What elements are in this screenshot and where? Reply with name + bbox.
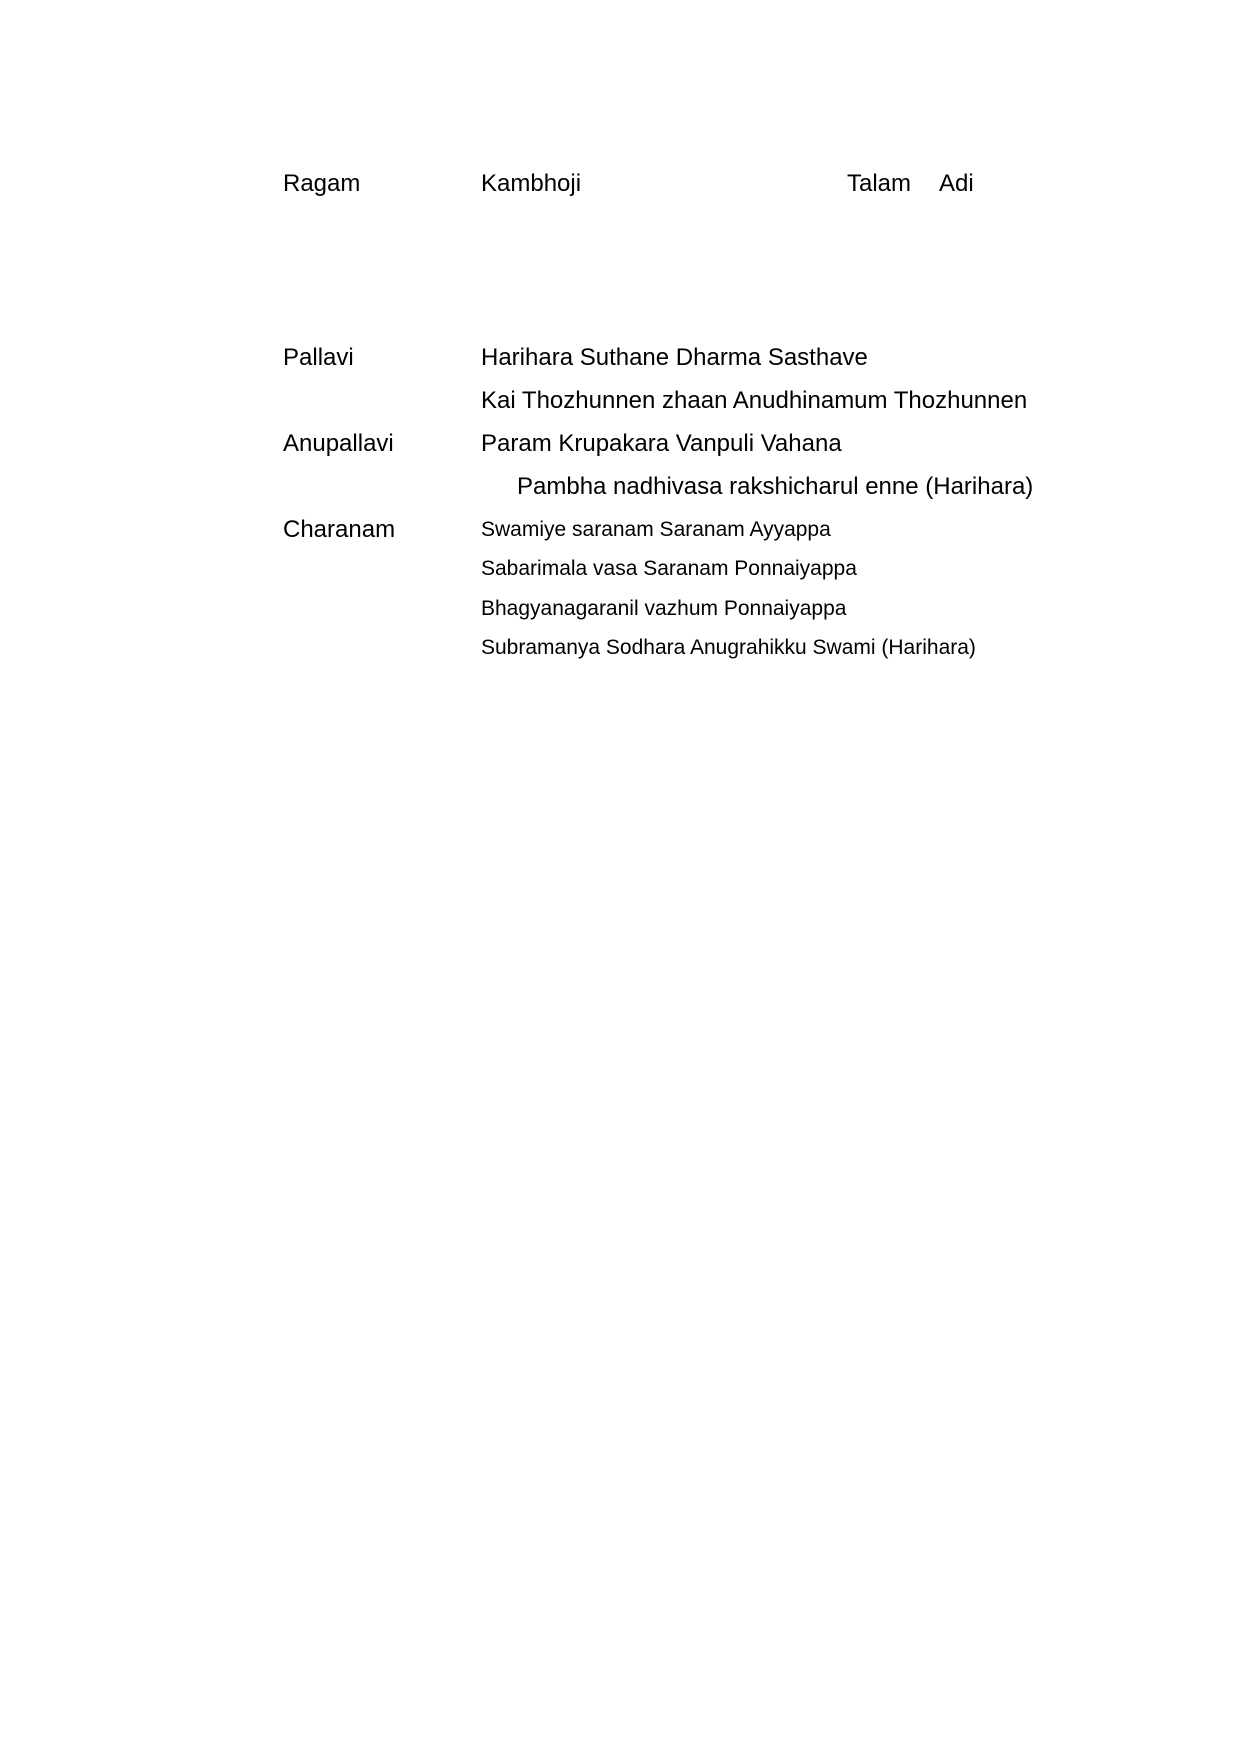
anupallavi-line: Pambha nadhivasa rakshicharul enne (Harihara)	[517, 473, 1034, 500]
anupallavi-line: Param Krupakara Vanpuli Vahana	[481, 430, 842, 457]
talam-label: Talam	[847, 170, 912, 197]
charanam-line: Subramanya Sodhara Anugrahikku Swami (Harihara)	[481, 636, 976, 659]
ragam-value: Kambhoji	[481, 170, 582, 197]
pallavi-line: Kai Thozhunnen zhaan Anudhinamum Thozhunnen	[481, 387, 1028, 414]
talam-value: Adi	[939, 170, 974, 197]
charanam-line: Bhagyanagaranil vazhum Ponnaiyappa	[481, 597, 847, 620]
charanam-line: Swamiye saranam Saranam Ayyappa	[481, 518, 831, 541]
pallavi-line: Harihara Suthane Dharma Sasthave	[481, 344, 868, 371]
charanam-line: Sabarimala vasa Saranam Ponnaiyappa	[481, 557, 857, 580]
anupallavi-label: Anupallavi	[283, 430, 394, 457]
pallavi-label: Pallavi	[283, 344, 354, 371]
charanam-label: Charanam	[283, 516, 396, 543]
ragam-label: Ragam	[283, 170, 361, 197]
